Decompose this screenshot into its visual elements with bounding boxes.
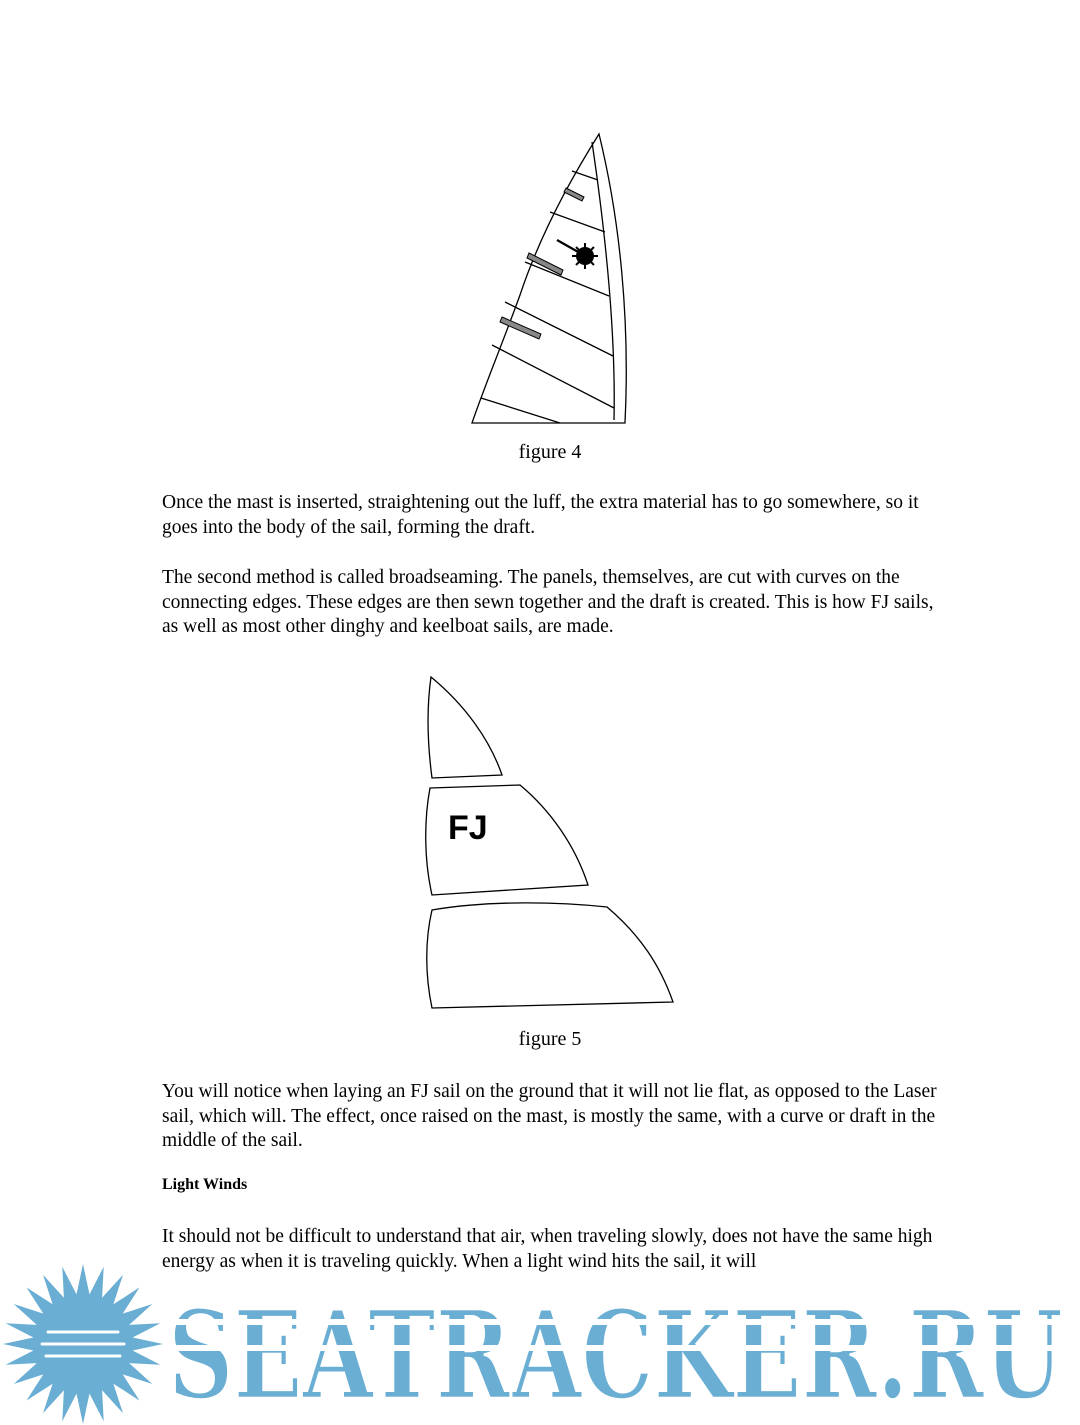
watermark-text: SEATRACKER.RU	[168, 1283, 1063, 1425]
sun-logo-icon	[3, 1264, 163, 1424]
section-heading-light-winds: Light Winds	[162, 1176, 248, 1193]
figure-5-caption: figure 5	[518, 1028, 582, 1050]
paragraph-mast-insertion: Once the mast is inserted, straightening out the luff, the extra material has to go somewhere, so it goes into the body of the sail, forming the draft.	[162, 492, 919, 538]
figure-5-fj-sail-panels	[420, 670, 680, 1015]
figure-4-laser-sail	[460, 125, 640, 430]
sail-label-fj: FJ	[448, 809, 488, 847]
paragraph-light-winds: It should not be difficult to understand that air, when traveling slowly, does not have the same high energy as when it is traveling quickly. When a light wind hits the sail, it will	[162, 1226, 933, 1272]
figure-4-caption: figure 4	[518, 441, 582, 463]
paragraph-broadseaming: The second method is called broadseaming. The panels, themselves, are cut with curves on the connecting edges. These edges are then sewn together and the draft is created. This is how FJ sails, as well as most other dinghy and keelboat sails, are made.	[162, 567, 934, 637]
paragraph-fj-sail-flatness: You will notice when laying an FJ sail on the ground that it will not lie flat, as opposed to the Laser sail, which will. The effect, once raised on the mast, is mostly the same, with a curve or draft in the middle of the sail.	[162, 1081, 937, 1151]
watermark-banner	[0, 1262, 1080, 1425]
